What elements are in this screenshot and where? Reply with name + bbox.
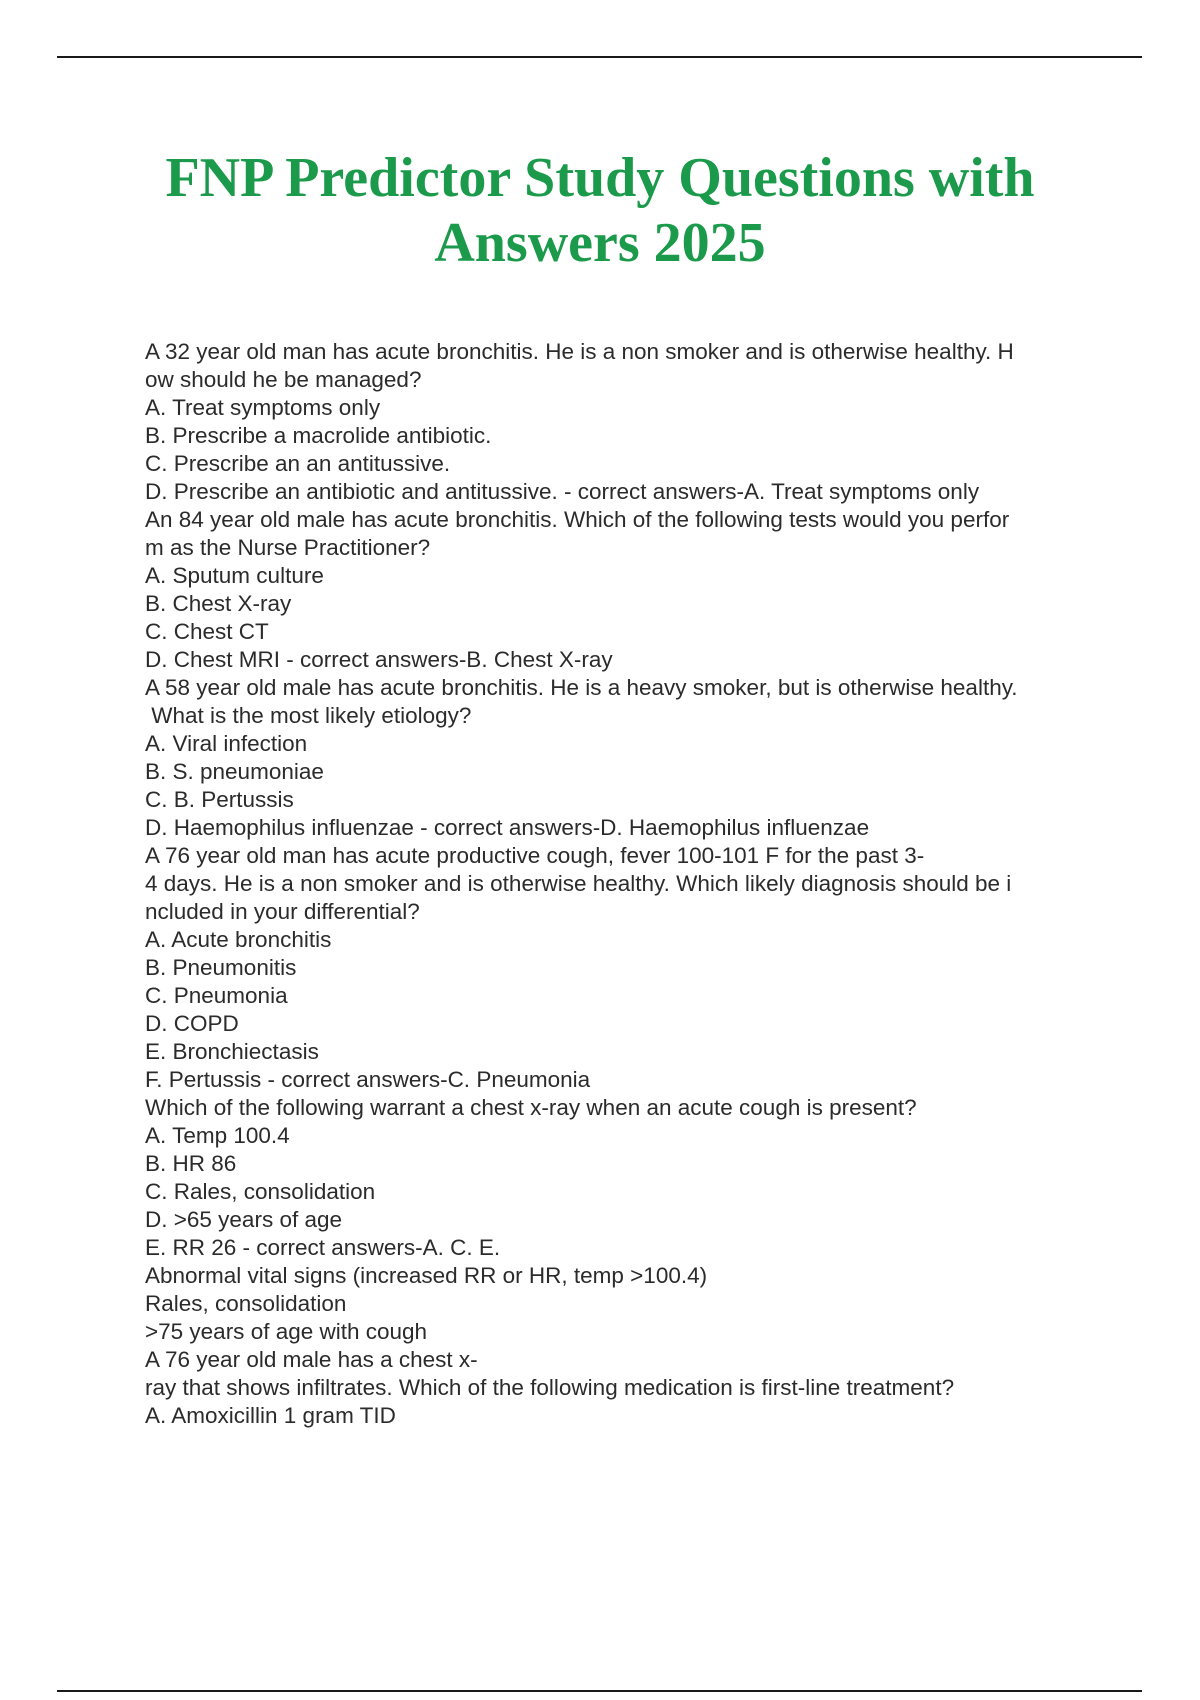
text-line: A. Sputum culture	[145, 563, 324, 588]
text-line: D. COPD	[145, 1011, 239, 1036]
text-line: 4 days. He is a non smoker and is otherwise healthy. Which likely diagnosis should be i	[145, 871, 1012, 896]
text-line: B. HR 86	[145, 1151, 237, 1176]
text-line: C. B. Pertussis	[145, 787, 294, 812]
text-line: F. Pertussis - correct answers-C. Pneumonia	[145, 1067, 591, 1092]
text-line: An 84 year old male has acute bronchitis. Which of the following tests would you perfor	[145, 507, 1010, 532]
document-title	[100, 146, 1100, 276]
text-line: D. Haemophilus influenzae - correct answers-D. Haemophilus influenzae	[145, 815, 870, 840]
text-line: D. Prescribe an antibiotic and antitussive. - correct answers-A. Treat symptoms only	[145, 479, 980, 504]
text-line: ncluded in your differential?	[145, 899, 420, 924]
text-line: A 58 year old male has acute bronchitis. He is a heavy smoker, but is otherwise healthy.	[145, 675, 1018, 700]
text-line: B. Pneumonitis	[145, 955, 297, 980]
text-line: B. S. pneumoniae	[145, 759, 324, 784]
text-line: A. Treat symptoms only	[145, 395, 381, 420]
bottom-rule	[57, 1690, 1142, 1692]
text-line: C. Chest CT	[145, 619, 269, 644]
title-line-1: FNP Predictor Study Questions with	[165, 147, 1035, 209]
text-line: >75 years of age with cough	[145, 1319, 428, 1344]
text-line: B. Prescribe a macrolide antibiotic.	[145, 423, 492, 448]
text-line: E. RR 26 - correct answers-A. C. E.	[145, 1235, 501, 1260]
text-line: Rales, consolidation	[145, 1291, 347, 1316]
text-line: C. Pneumonia	[145, 983, 288, 1008]
text-line: C. Prescribe an an antitussive.	[145, 451, 451, 476]
text-line: What is the most likely etiology?	[145, 703, 472, 728]
document-body	[145, 338, 1095, 1430]
text-line: Which of the following warrant a chest x-ray when an acute cough is present?	[145, 1095, 917, 1120]
text-line: D. Chest MRI - correct answers-B. Chest X-ray	[145, 647, 613, 672]
text-line: A 32 year old man has acute bronchitis. He is a non smoker and is otherwise healthy. H	[145, 339, 1014, 364]
top-rule	[57, 56, 1142, 58]
text-line: A 76 year old male has a chest x-	[145, 1347, 478, 1372]
text-line: D. >65 years of age	[145, 1207, 342, 1232]
text-line: A. Temp 100.4	[145, 1123, 290, 1148]
text-line: A. Acute bronchitis	[145, 927, 332, 952]
text-line: B. Chest X-ray	[145, 591, 292, 616]
text-line: A. Viral infection	[145, 731, 308, 756]
text-line: E. Bronchiectasis	[145, 1039, 319, 1064]
title-line-2: Answers 2025	[434, 212, 766, 274]
text-line: Abnormal vital signs (increased RR or HR, temp >100.4)	[145, 1263, 708, 1288]
text-line: m as the Nurse Practitioner?	[145, 535, 431, 560]
text-line: C. Rales, consolidation	[145, 1179, 376, 1204]
text-line: A. Amoxicillin 1 gram TID	[145, 1403, 396, 1428]
text-line: ray that shows infiltrates. Which of the following medication is first-line treatment?	[145, 1375, 955, 1400]
text-line: ow should he be managed?	[145, 367, 422, 392]
text-line: A 76 year old man has acute productive cough, fever 100-101 F for the past 3-	[145, 843, 925, 868]
